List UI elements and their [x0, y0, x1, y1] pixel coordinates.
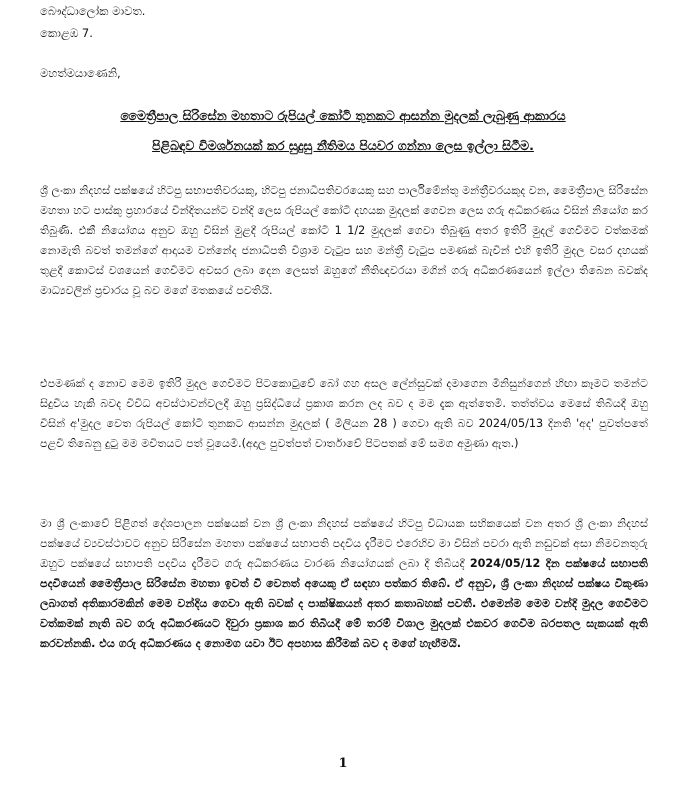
address-line-2: කොළඹ 7. [40, 26, 93, 40]
paragraph-2: එපමණක් ද නොව මෙම ඉතිරි මුදල ගෙවීමට පිටකොටුවේ බෝ ගහ අසල ලේන්සුවක් දමාගෙන මිනිසුන්ගෙන් හිඟා කෑමට තමන්ට සිදුවිය හැකි බවද විවිධ අවස්ථාවන්වලදී ඔහු ප්‍රසිද්ධියේ ප්‍රකාශ කරන ලද බව ද මම දැක ඇත්තෙමි. තත්ත්වය මෙසේ තිබියදී ඔහු විසින් අ'මුදල වෙත රුපියල් කෝටි තුනකට ආසන්න මුදලක් ( මිලියන 28 ) ගෙවා ඇති බව 2024/05/13 දිනති 'අද' පුවත්පතේ පළවී තිබෙනු දුටු මම මවිතයට පත් වූයෙමි.(අදාල පුවත්පත් වාර්තාවේ පිටපතක් මේ සමග අමුණා ඇත.) [40, 377, 648, 450]
page-number: 1 [338, 756, 348, 771]
subject-line-1: මෛත්‍රීපාල සිරිසේන මහතාට රුපියල් කෝටි තුනකට ආසන්න මුදලක් ලැබුණු ආකාරය [120, 108, 566, 123]
paragraph-3-date: 2024/05/12 [469, 557, 541, 570]
address-line-1: බෞද්ධාලෝක මාවත. [40, 4, 146, 18]
paragraph-1: ශ්‍රී ලංකා නිදහස් පක්ෂයේ හිටපු සභාපතිවරයකු, හිටපු ජනාධිපතිවරයෙකු සහ පාර්ලිමේන්තු මන්ත්‍රීවරයකුද වන, මෛත්‍රීපාල සිරිසේන මහතා හට පාස්කු ප්‍රහාරයේ වින්දිතයන්ට වන්දි ලෙස රුපියල් කෝටි දහයක මුදලක් ගෙවන ලෙස ගරු අධිකරණය විසින් නියෝග කර තිබුණි. එකී නියෝගය අනුව ඔහු විසින් මුළදී රුපියල් කෝටි 1 1/2 මුදලක් ගෙවා තිබුණු අතර ඉතිරි මුදල් ගෙවීමට වත්කමක් නොමැති බවත් තමන්ගේ ආදායම වන්නේද ජනාධිපති විශ්‍රාම වැටුප සහ මන්ත්‍රී වැටුප පමණක් බැවින් එහි ඉතිරි මුදල වසර දහයක් තුළදී කොටස් වශයෙන් ගෙවීමට අවසර ලබා දෙන ලෙසත් ඔහුගේ නීතිඥවරයා මගින් ගරු අධිකරණයෙන් ඉල්ලා තිබෙන බවක්ද මාධ්‍යවලින් ප්‍රචාරය වූ බව මගේ මතකයේ පවතියි. [40, 184, 648, 297]
paragraph-3-part-1: මා ශ්‍රී ලංකාවේ පිළිගත් දේශපාලන පක්ෂයක් වන ශ්‍රී ලංකා නිදහස් පක්ෂයේ හිටපු විධායක සභිකයෙක් වන අතර ශ්‍රී ලංකා නිදහස් පක්ෂයේ ව්‍යවස්ථාවට අනුව සිරිසේන මහතා පක්ෂයේ සභාපති පදවිය දැරීමට එරෙහිව මා විසින් පවරා ඇති නඩුවක් අසා නිමවනතුරු ඔහුට පක්ෂයේ සභාපති පදවිය දැරීමට ගරු අධිකරණය වාරණ නියෝගයක් ලබා දී තිබියදී [40, 517, 648, 570]
salutation: මහත්මයාණෙනි, [40, 66, 121, 80]
subject-line-2: පිළිබඳව විමර්ශනයක් කර සුදුසු නීතිමය පියවර ගන්නා ලෙස ඉල්ලා සිටීම. [152, 138, 534, 153]
paragraph-3 [40, 514, 648, 654]
paragraph-3-part-2: දින පක්ෂයේ සභාපති පදවියෙන් මෛත්‍රීපාල සිරිසේන මහතා ඉවත් වී වෙනත් අයෙකු ඒ සඳහා පත්කර තිබේ. ඒ අනුව, ශ්‍රී ලංකා නිදහස් පක්ෂය විකුණා ලබාගත් අතිකාරමකින් මෙම වන්දිය ගෙවා ඇති බවක් ද පාක්ෂිකයන් අතර කතාබහක් පවතී. එමෙන්ම මෙම වන්දි මුදල ගෙවීමට වත්කමක් නැති බව ගරු අධිකරණයට දිවුරා ප්‍රකාශ කර තිබියදී මේ තරම් විශාල මුදලක් එකවර ගෙවීම බරපතල සැකයක් ඇති කරවන්නකි. එය ගරු අධිකරණය ද නොමග යවා ඊට අපහාස කිරීමක් බව ද මගේ හැඟීමයි. [40, 557, 648, 650]
